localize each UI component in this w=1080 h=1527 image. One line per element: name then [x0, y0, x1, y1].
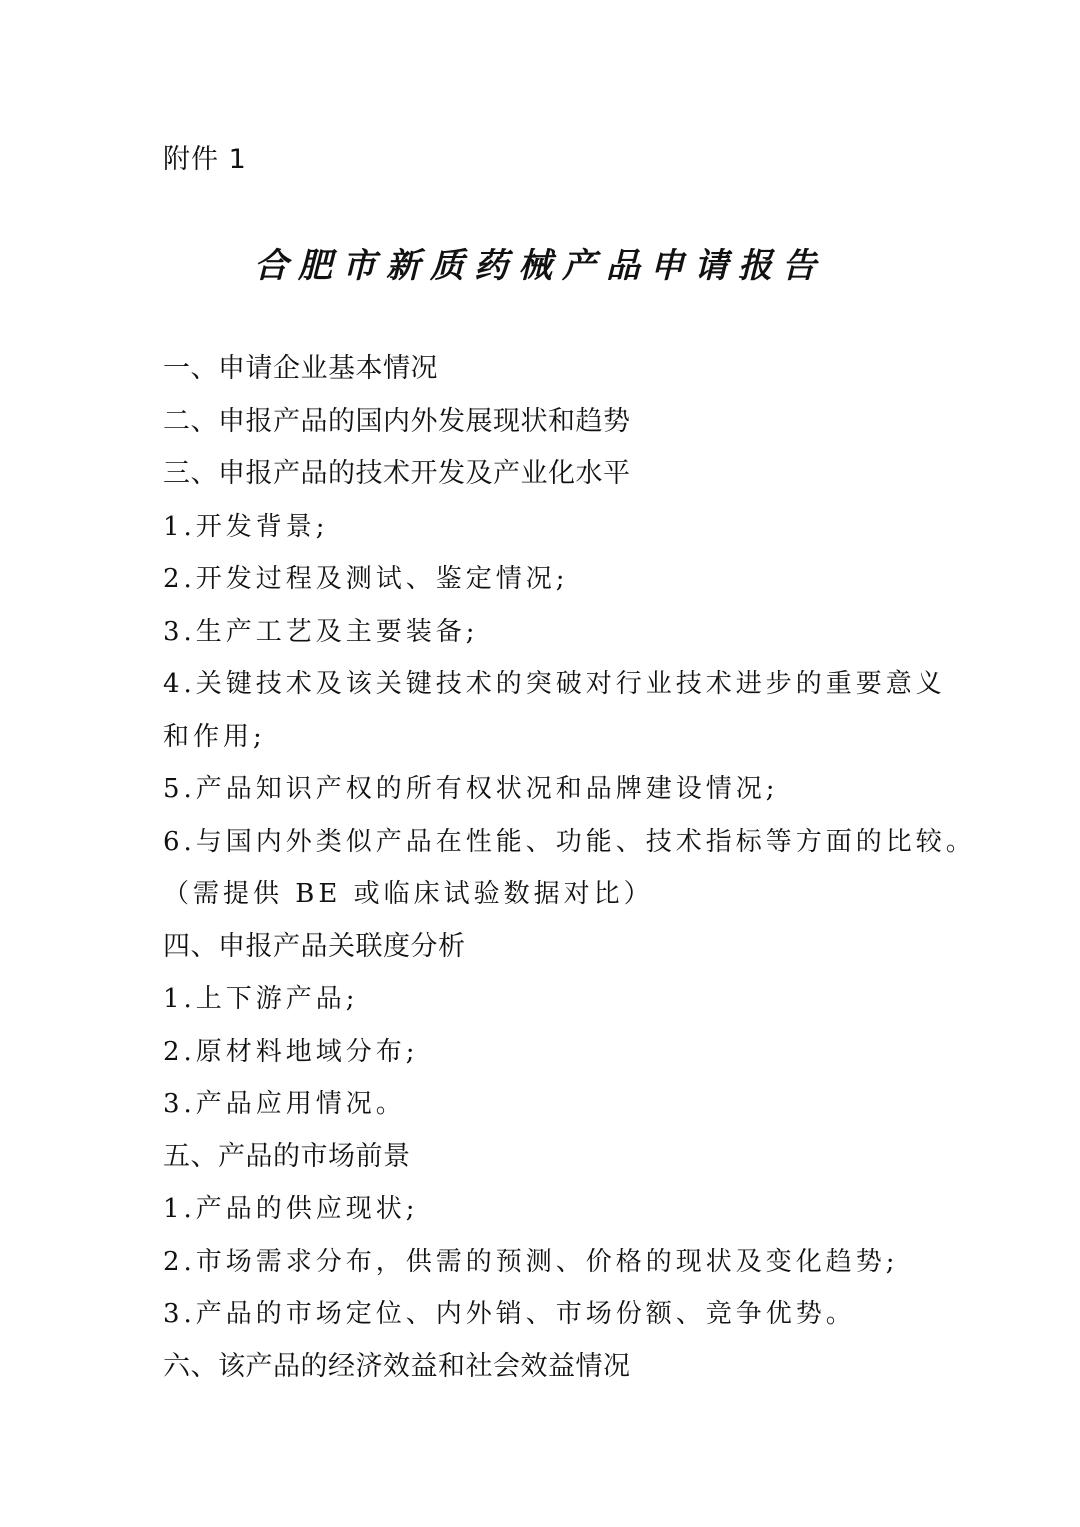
outline-item: 3.产品应用情况。	[163, 1089, 406, 1119]
section-heading-4: 四、申报产品关联度分析	[163, 930, 466, 962]
outline-item: 4.关键技术及该关键技术的突破对行业技术进步的重要意义	[163, 669, 946, 699]
section-heading-6: 六、该产品的经济效益和社会效益情况	[163, 1350, 631, 1382]
outline-item: 5.产品知识产权的所有权状况和品牌建设情况;	[163, 774, 779, 804]
section-heading-3: 三、申报产品的技术开发及产业化水平	[163, 458, 631, 489]
outline-item-note: （需提供 BE 或临床试验数据对比）	[163, 879, 654, 909]
outline-item: 2.原材料地域分布;	[163, 1036, 419, 1067]
section-heading-1: 一、申请企业基本情况	[163, 353, 438, 384]
document-title: 合肥市新质药械产品申请报告	[254, 246, 826, 286]
outline-item: 2.开发过程及测试、鉴定情况;	[163, 564, 569, 594]
section-heading-2: 二、申报产品的国内外发展现状和趋势	[163, 405, 631, 437]
section-heading-5: 五、产品的市场前景	[163, 1140, 411, 1172]
outline-item-continuation: 和作用;	[163, 721, 266, 752]
outline-item: 1.上下游产品;	[163, 984, 359, 1014]
outline-item: 1.开发背景;	[163, 511, 329, 542]
report-outline	[163, 343, 976, 1393]
outline-item: 6.与国内外类似产品在性能、功能、技术指标等方面的比较。	[163, 826, 976, 857]
outline-item: 2.市场需求分布，供需的预测、价格的现状及变化趋势;	[163, 1246, 899, 1277]
outline-item: 3.产品的市场定位、内外销、市场份额、竞争优势。	[163, 1299, 856, 1329]
attachment-label: 附件 1	[163, 144, 247, 175]
outline-item: 3.生产工艺及主要装备;	[163, 616, 479, 647]
outline-item: 1.产品的供应现状;	[163, 1194, 419, 1224]
